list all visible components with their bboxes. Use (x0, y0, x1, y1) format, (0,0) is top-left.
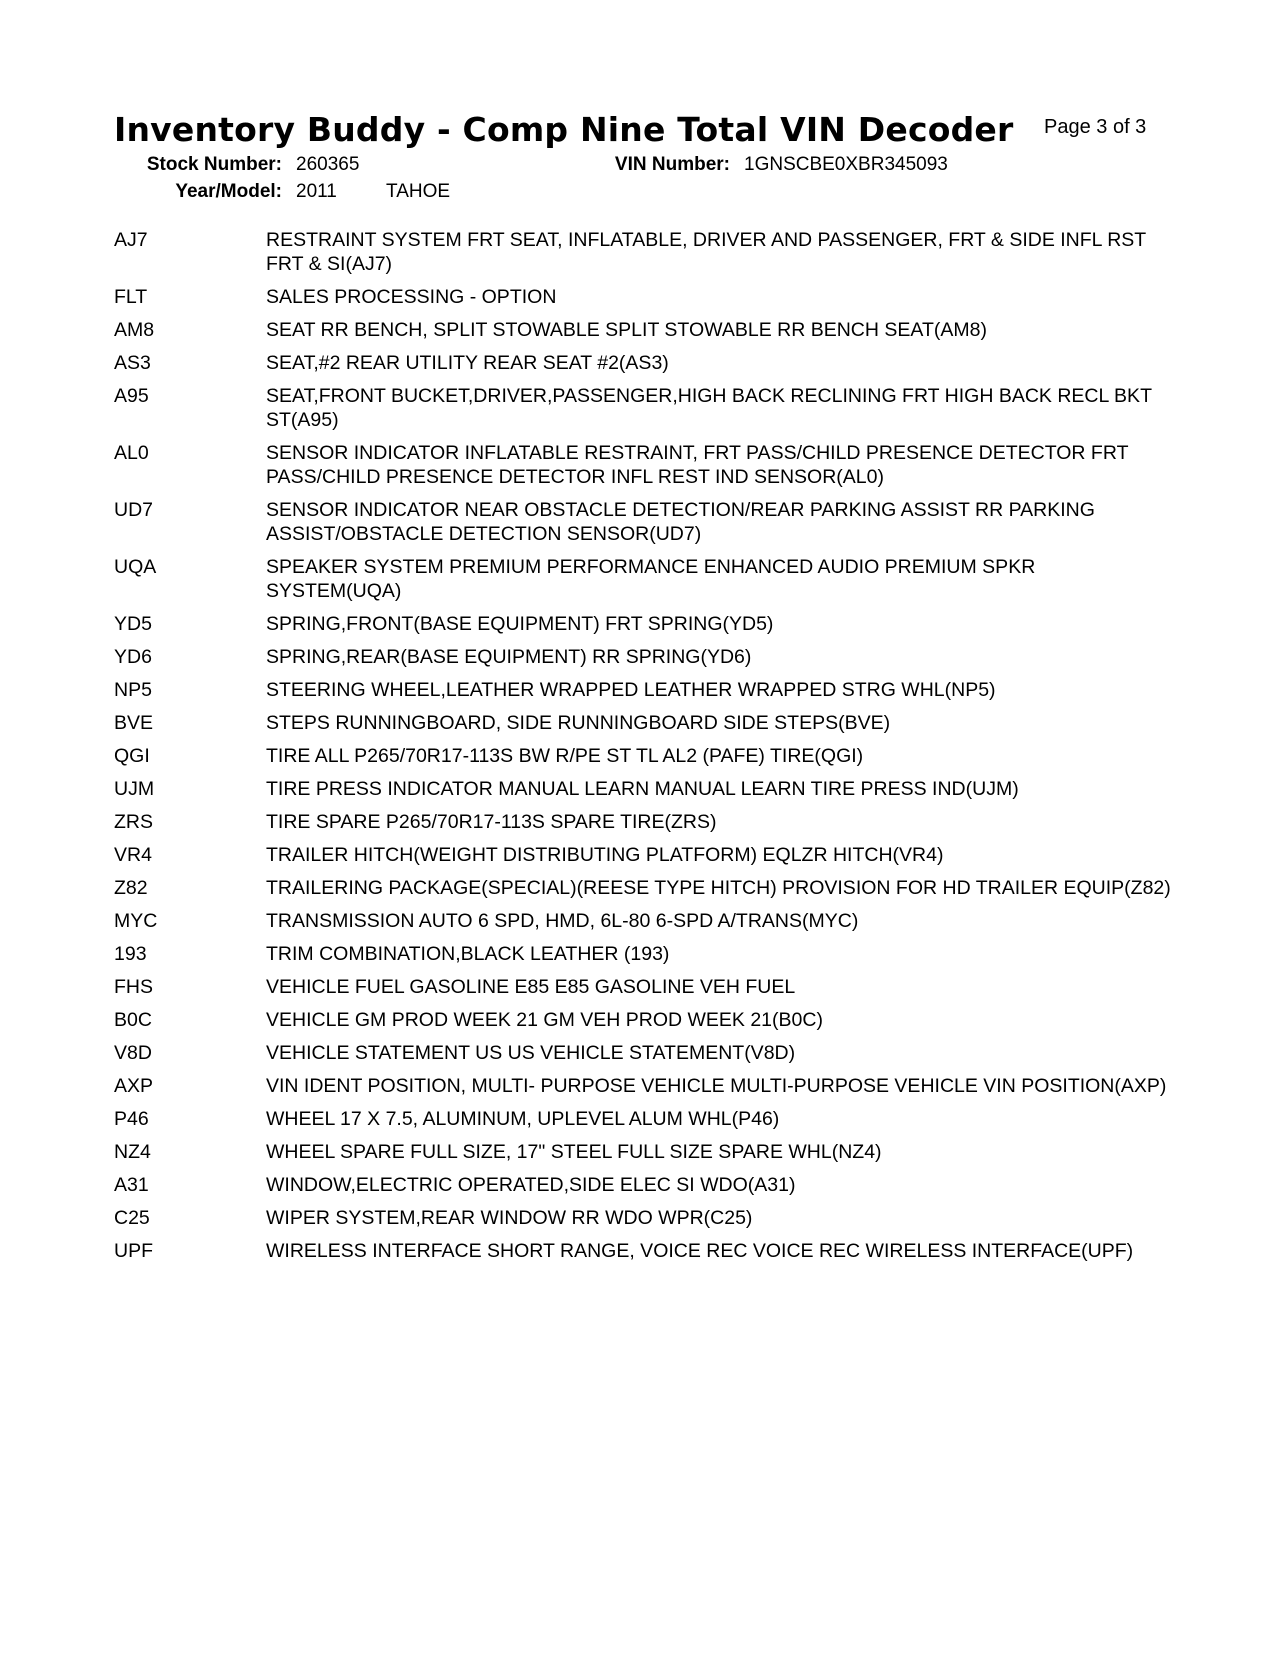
option-description: TRIM COMBINATION,BLACK LEATHER (193) (266, 943, 670, 965)
option-row (114, 498, 1174, 546)
option-row (114, 843, 1174, 867)
option-description: SEAT,FRONT BUCKET,DRIVER,PASSENGER,HIGH BACK RECLINING FRT HIGH BACK RECL BKT ST(A95) (266, 385, 1152, 431)
option-description: WIPER SYSTEM,REAR WINDOW RR WDO WPR(C25) (266, 1207, 753, 1229)
option-list (114, 228, 1174, 1272)
option-code: QGI (114, 745, 150, 767)
option-code: YD6 (114, 646, 152, 668)
option-row (114, 975, 1174, 999)
option-code: AXP (114, 1075, 154, 1097)
option-code: YD5 (114, 613, 152, 635)
option-row (114, 909, 1174, 933)
option-row (114, 942, 1174, 966)
option-description: TIRE SPARE P265/70R17-113S SPARE TIRE(ZRS) (266, 811, 717, 833)
option-code: AL0 (114, 442, 149, 464)
option-description: RESTRAINT SYSTEM FRT SEAT, INFLATABLE, DRIVER AND PASSENGER, FRT & SIDE INFL RST FRT & SI(AJ7) (266, 229, 1146, 275)
option-description: TIRE PRESS INDICATOR MANUAL LEARN MANUAL LEARN TIRE PRESS IND(UJM) (266, 778, 1019, 800)
option-code: ZRS (114, 811, 153, 833)
option-description: TRANSMISSION AUTO 6 SPD, HMD, 6L-80 6-SPD A/TRANS(MYC) (266, 910, 859, 932)
option-row (114, 810, 1174, 834)
option-code: AM8 (114, 319, 155, 341)
option-code: MYC (114, 910, 158, 932)
option-code: A31 (114, 1174, 149, 1196)
option-code: AS3 (114, 352, 151, 374)
document-title: Inventory Buddy - Comp Nine Total VIN Decoder (114, 110, 1014, 149)
option-code: FLT (114, 286, 148, 308)
option-row (114, 678, 1174, 702)
option-row (114, 1239, 1174, 1263)
option-description: SPEAKER SYSTEM PREMIUM PERFORMANCE ENHANCED AUDIO PREMIUM SPKR SYSTEM(UQA) (266, 556, 1036, 602)
option-description: TRAILER HITCH(WEIGHT DISTRIBUTING PLATFORM) EQLZR HITCH(VR4) (266, 844, 944, 866)
option-code: AJ7 (114, 229, 148, 251)
option-description: WINDOW,ELECTRIC OPERATED,SIDE ELEC SI WDO(A31) (266, 1174, 796, 1196)
option-code: NP5 (114, 679, 152, 701)
option-row (114, 612, 1174, 636)
option-row (114, 285, 1174, 309)
option-code: BVE (114, 712, 154, 734)
option-code: P46 (114, 1108, 149, 1130)
option-description: VEHICLE STATEMENT US US VEHICLE STATEMENT(V8D) (266, 1042, 796, 1064)
option-description: SPRING,REAR(BASE EQUIPMENT) RR SPRING(YD6) (266, 646, 752, 668)
vin-number-value: 1GNSCBE0XBR345093 (744, 154, 948, 175)
option-description: VIN IDENT POSITION, MULTI- PURPOSE VEHICLE MULTI-PURPOSE VEHICLE VIN POSITION(AXP) (266, 1075, 1167, 1097)
option-row (114, 744, 1174, 768)
page-number: Page 3 of 3 (1044, 116, 1147, 138)
option-code: A95 (114, 385, 149, 407)
year-value: 2011 (296, 181, 337, 202)
option-description: SEAT RR BENCH, SPLIT STOWABLE SPLIT STOWABLE RR BENCH SEAT(AM8) (266, 319, 987, 341)
option-description: WHEEL 17 X 7.5, ALUMINUM, UPLEVEL ALUM WHL(P46) (266, 1108, 780, 1130)
option-row (114, 1206, 1174, 1230)
option-code: B0C (114, 1009, 152, 1031)
option-row (114, 318, 1174, 342)
option-description: SEAT,#2 REAR UTILITY REAR SEAT #2(AS3) (266, 352, 669, 374)
option-code: UPF (114, 1240, 153, 1262)
option-description: WIRELESS INTERFACE SHORT RANGE, VOICE REC VOICE REC WIRELESS INTERFACE(UPF) (266, 1240, 1134, 1262)
option-row (114, 711, 1174, 735)
option-description: VEHICLE GM PROD WEEK 21 GM VEH PROD WEEK 21(B0C) (266, 1009, 823, 1031)
option-row (114, 1074, 1174, 1098)
vin-number-label: VIN Number: (614, 154, 730, 175)
model-value: TAHOE (386, 181, 451, 202)
option-code: V8D (114, 1042, 152, 1064)
option-code: C25 (114, 1207, 150, 1229)
option-code: NZ4 (114, 1141, 151, 1163)
option-code: UJM (114, 778, 155, 800)
option-description: SPRING,FRONT(BASE EQUIPMENT) FRT SPRING(YD5) (266, 613, 774, 635)
stock-number-value: 260365 (296, 154, 360, 175)
option-description: VEHICLE FUEL GASOLINE E85 E85 GASOLINE VEH FUEL (266, 976, 796, 998)
option-description: SENSOR INDICATOR INFLATABLE RESTRAINT, FRT PASS/CHILD PRESENCE DETECTOR FRT PASS/CHILD PRESENCE DETECTOR INFL REST IND SENSOR(AL0) (266, 442, 1129, 488)
option-code: VR4 (114, 844, 152, 866)
option-row (114, 1173, 1174, 1197)
option-row (114, 1140, 1174, 1164)
option-row (114, 645, 1174, 669)
option-row (114, 777, 1174, 801)
option-row (114, 351, 1174, 375)
option-description: STEPS RUNNINGBOARD, SIDE RUNNINGBOARD SIDE STEPS(BVE) (266, 712, 891, 734)
option-description: WHEEL SPARE FULL SIZE, 17" STEEL FULL SIZE SPARE WHL(NZ4) (266, 1141, 882, 1163)
option-row (114, 384, 1174, 432)
option-description: TIRE ALL P265/70R17-113S BW R/PE ST TL AL2 (PAFE) TIRE(QGI) (266, 745, 864, 767)
option-code: UQA (114, 556, 157, 578)
option-row (114, 876, 1174, 900)
option-description: TRAILERING PACKAGE(SPECIAL)(REESE TYPE HITCH) PROVISION FOR HD TRAILER EQUIP(Z82) (266, 877, 1171, 899)
option-description: SENSOR INDICATOR NEAR OBSTACLE DETECTION/REAR PARKING ASSIST RR PARKING ASSIST/OBSTACLE DETECTION SENSOR(UD7) (266, 499, 1095, 545)
option-description: SALES PROCESSING - OPTION (266, 286, 557, 308)
option-row (114, 1041, 1174, 1065)
option-description: STEERING WHEEL,LEATHER WRAPPED LEATHER WRAPPED STRG WHL(NP5) (266, 679, 996, 701)
option-row (114, 555, 1174, 603)
option-code: FHS (114, 976, 153, 998)
option-row (114, 1107, 1174, 1131)
option-code: 193 (114, 943, 147, 965)
option-row (114, 228, 1174, 276)
option-code: Z82 (114, 877, 148, 899)
option-code: UD7 (114, 499, 154, 521)
stock-number-label: Stock Number: (146, 154, 282, 175)
option-row (114, 1008, 1174, 1032)
option-row (114, 441, 1174, 489)
year-model-label: Year/Model: (175, 181, 282, 202)
